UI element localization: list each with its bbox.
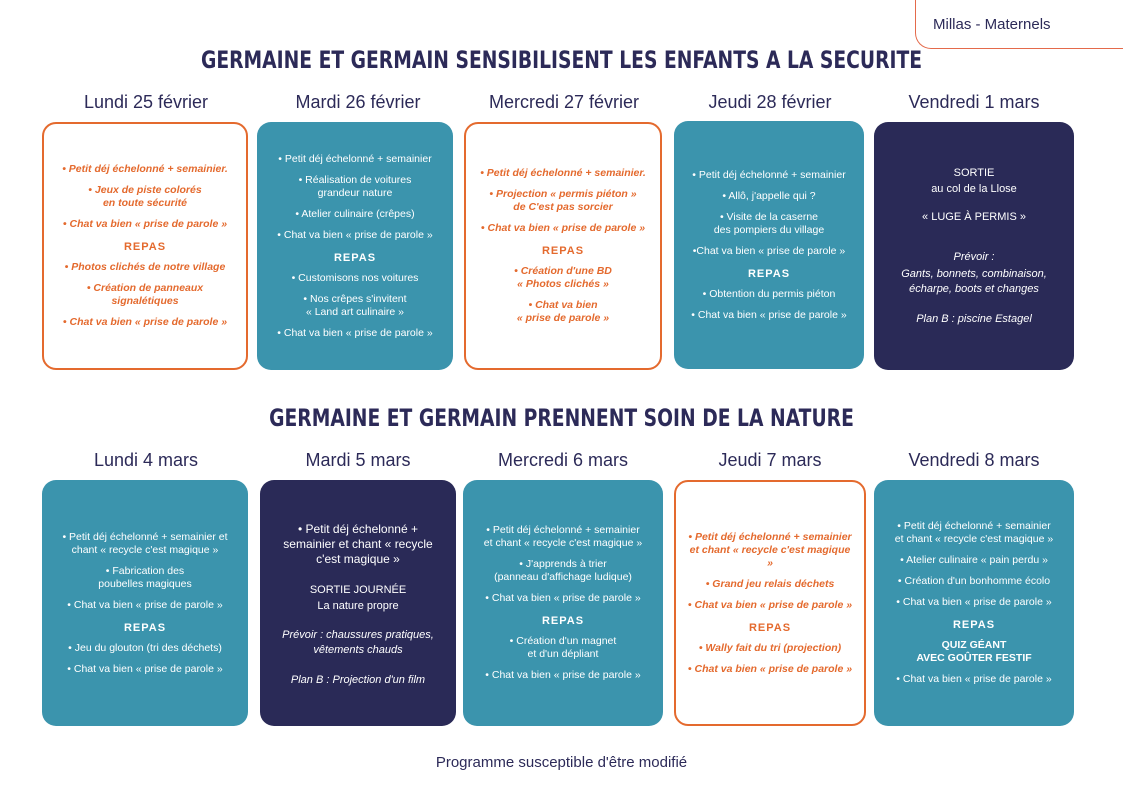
meal-heading: REPAS	[333, 251, 377, 264]
outing-place: au col de la Llose	[931, 183, 1017, 195]
activity-line: • Chat va bien « prise de parole »	[67, 598, 223, 611]
activity-line: • Chat va bien « prise de parole »	[687, 662, 853, 675]
day-label-wed1: Mercredi 27 février	[488, 92, 640, 112]
meal-heading: REPAS	[952, 619, 996, 631]
activity-line: • Chat va bien « prise de parole »	[485, 669, 641, 681]
activity-line: • Petit déj échelonné + semainier	[692, 168, 846, 181]
day-label-mon1: Lundi 25 février	[83, 92, 209, 112]
day-label-thu1: Jeudi 28 février	[708, 92, 832, 112]
activity-line: • Jeux de piste colorés en toute sécurité	[88, 184, 202, 209]
activity-line: • Réalisation de voitures grandeur nature	[298, 173, 412, 199]
bring-items: Gants, bonnets, combinaison, écharpe, boots et changes	[901, 268, 1047, 295]
meal-heading: REPAS	[541, 245, 585, 257]
meal-heading: REPAS	[747, 267, 791, 280]
activity-line: • Visite de la caserne des pompiers du village	[713, 210, 825, 236]
day-label-tue5: Mardi 5 mars	[305, 450, 411, 470]
activity-line: • Fabrication des poubelles magiques	[98, 564, 192, 590]
meal-heading: REPAS	[123, 241, 167, 253]
activity-line: • Jeu du glouton (tri des déchets)	[68, 641, 222, 654]
week1-title: GERMAINE ET GERMAIN SENSIBILISENT LES ENFANTS A LA SECURITE	[200, 46, 923, 74]
card-fri-1	[874, 122, 1074, 370]
card-tue-5	[260, 480, 456, 726]
activity-line: • Chat va bien « prise de parole »	[62, 316, 228, 328]
activity-line: • Photos clichés de notre village	[64, 261, 226, 273]
activity-line: • Chat va bien « prise de parole »	[687, 598, 853, 611]
activity-line: • Chat va bien « prise de parole »	[67, 662, 223, 675]
activity-line: • Petit déj échelonné + semainier et chant « recycle c'est magique »	[483, 524, 643, 549]
meal-heading: REPAS	[541, 615, 585, 627]
bring-items: Prévoir : chaussures pratiques, vêtements chauds	[282, 628, 434, 656]
day-label-wed6: Mercredi 6 mars	[497, 450, 629, 470]
day-label-mon4: Lundi 4 mars	[93, 450, 199, 470]
activity-line: • Chat va bien « prise de parole »	[485, 592, 641, 604]
activity-line: • Petit déj échelonné + semainier.	[62, 163, 228, 175]
activity-line: • Obtention du permis piéton	[702, 287, 836, 300]
day-label-tue1: Mardi 26 février	[295, 92, 421, 112]
plan-b: Plan B : piscine Estagel	[916, 313, 1032, 325]
meal-heading: REPAS	[748, 621, 792, 634]
card-fri-8	[874, 480, 1074, 726]
card-tue-26	[257, 122, 453, 370]
activity-line: • Chat va bien « prise de parole »	[516, 299, 610, 324]
activity-line: • Création d'une BD « Photos clichés »	[514, 265, 612, 290]
activity-line: • Grand jeu relais déchets	[705, 577, 835, 590]
activity-line: • Petit déj échelonné + semainier	[278, 152, 432, 165]
card-mon-4	[42, 480, 248, 726]
outing-activity: La nature propre	[317, 599, 399, 612]
activity-line: • Chat va bien « prise de parole »	[277, 326, 433, 339]
activity-line: • Chat va bien « prise de parole »	[62, 218, 228, 230]
outing-label: SORTIE JOURNÉE	[309, 583, 407, 596]
activity-line: • Création de panneaux signalétiques	[86, 282, 204, 307]
card-mon-25	[42, 122, 248, 370]
activity-line: • Chat va bien « prise de parole »	[277, 228, 433, 241]
bring-label: Prévoir :	[953, 251, 995, 263]
card-thu-28	[674, 121, 864, 369]
activity-line: • Projection « permis piéton » de C'est pas sorcier	[489, 188, 637, 213]
footer-note: Programme susceptible d'être modifié	[435, 754, 688, 771]
card-wed-27	[464, 122, 662, 370]
activity-line: • Petit déj échelonné + semainier et chant « recycle c'est magique »	[62, 530, 228, 556]
week2-title: GERMAINE ET GERMAIN PRENNENT SOIN DE LA NATURE	[269, 404, 854, 432]
outing-activity: « LUGE À PERMIS »	[922, 211, 1026, 223]
activity-line: • Chat va bien « prise de parole »	[896, 673, 1052, 685]
activity-line: • Petit déj échelonné + semainier.	[480, 167, 646, 179]
activity-line: • Création d'un bonhomme écolo	[897, 575, 1051, 587]
activity-line: • Wally fait du tri (projection)	[698, 641, 842, 654]
meal-heading: REPAS	[123, 621, 167, 634]
activity-line: • Chat va bien « prise de parole »	[480, 222, 646, 234]
activity-line: • J'apprends à trier (panneau d'affichage ludique)	[494, 558, 632, 583]
activity-line: • Atelier culinaire (crêpes)	[295, 207, 415, 220]
activity-line: • Création d'un magnet et d'un dépliant	[509, 635, 617, 660]
activity-line: • Allô, j'appelle qui ?	[722, 189, 816, 202]
activity-line: •Chat va bien « prise de parole »	[692, 244, 846, 257]
activity-line: QUIZ GÉANT AVEC GOÛTER FESTIF	[916, 639, 1032, 664]
day-label-thu7: Jeudi 7 mars	[718, 450, 822, 470]
activity-line: • Chat va bien « prise de parole »	[691, 308, 847, 321]
breakfast-line: • Petit déj échelonné + semainier et chant « recycle c'est magique »	[283, 521, 433, 566]
activity-line: • Petit déj échelonné + semainier et chant « recycle c'est magique »	[688, 530, 852, 569]
card-thu-7	[674, 480, 866, 726]
activity-line: • Petit déj échelonné + semainier et chant « recycle c'est magique »	[894, 520, 1054, 545]
activity-line: • Nos crêpes s'invitent « Land art culinaire »	[303, 292, 407, 318]
activity-line: • Customisons nos voitures	[291, 271, 419, 284]
day-label-fri1: Vendredi 1 mars	[908, 92, 1040, 112]
site-tag: Millas - Maternels	[915, 0, 1123, 49]
activity-line: • Chat va bien « prise de parole »	[896, 596, 1052, 608]
outing-label: SORTIE	[953, 167, 995, 179]
card-wed-6	[463, 480, 663, 726]
day-label-fri8: Vendredi 8 mars	[908, 450, 1040, 470]
plan-b: Plan B : Projection d'un film	[290, 673, 426, 686]
activity-line: • Atelier culinaire « pain perdu »	[900, 554, 1048, 566]
